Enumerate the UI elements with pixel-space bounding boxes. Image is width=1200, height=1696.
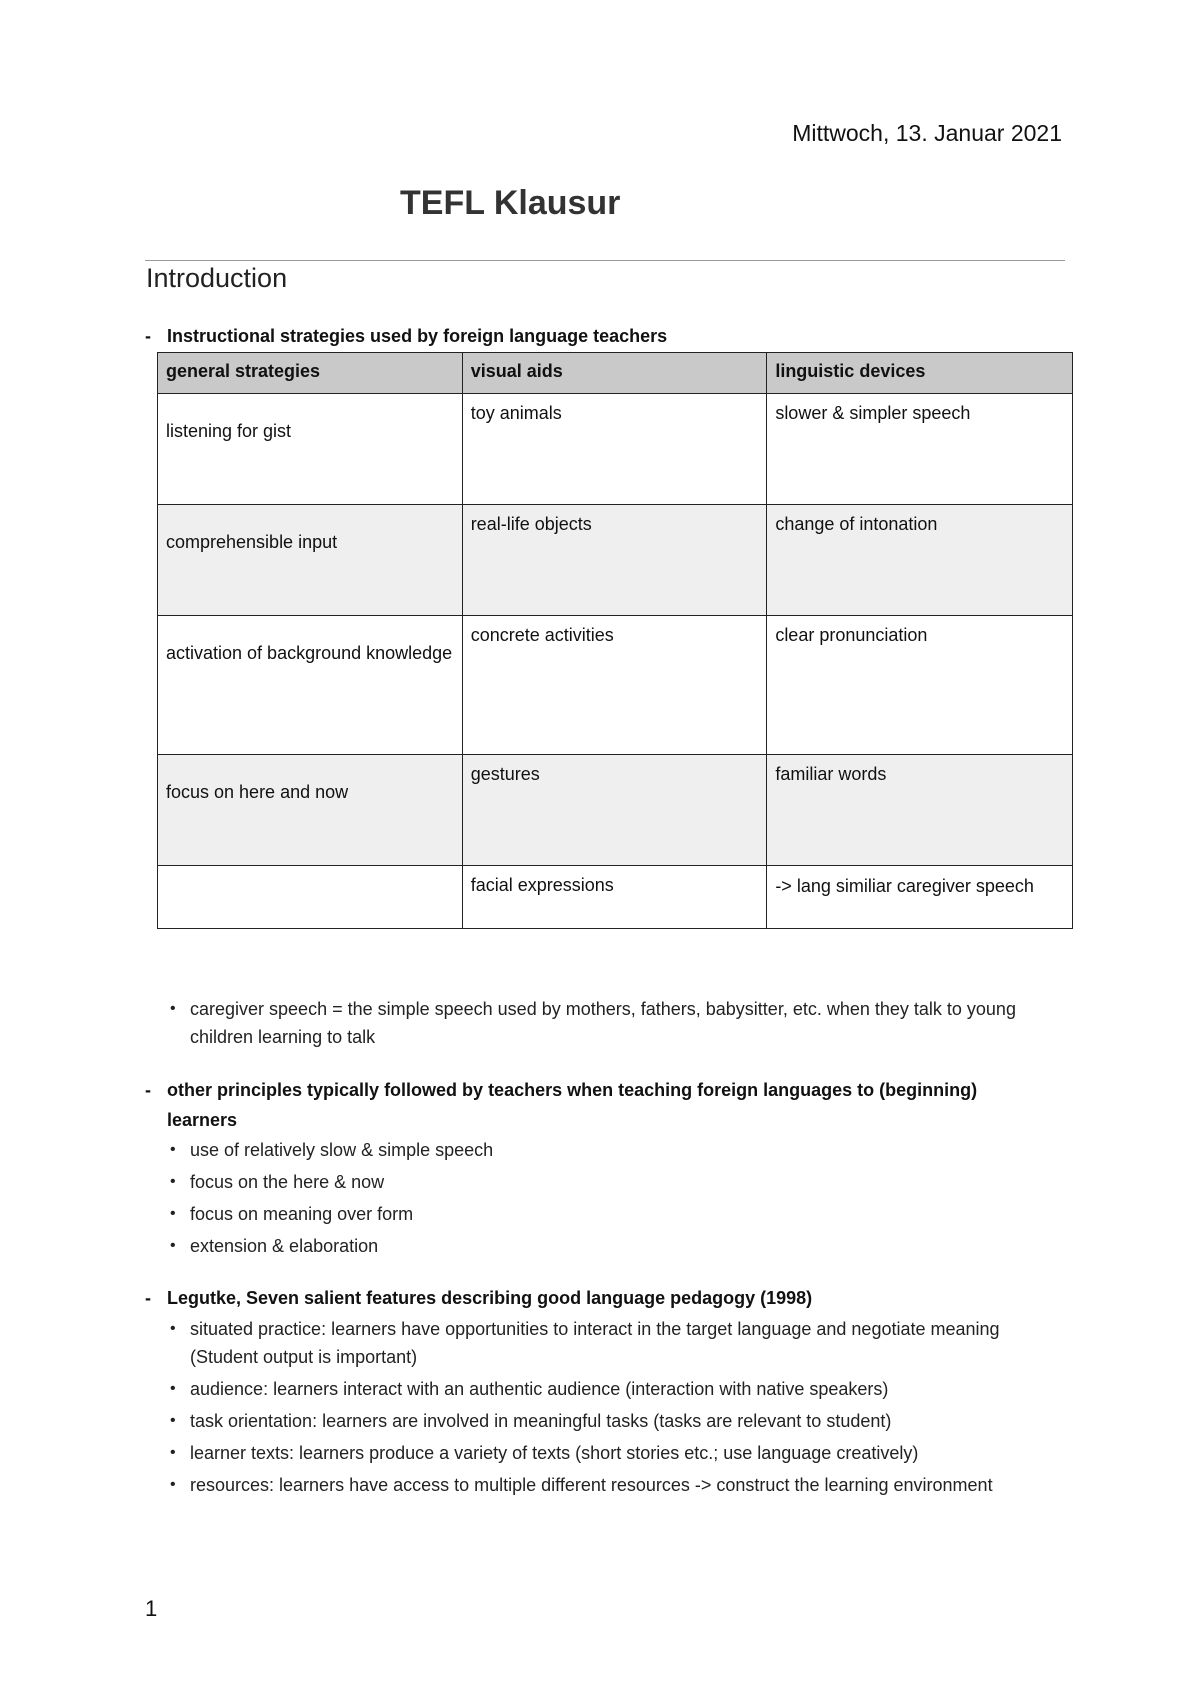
- section2-heading-text: other principles typically followed by teachers when teaching foreign languages to (beginning) learners: [167, 1080, 978, 1130]
- table-header-cell: general strategies: [158, 353, 463, 394]
- table-cell: concrete activities: [462, 616, 767, 755]
- list-item: • situated practice: learners have opportunities to interact in the target language and negotiate meaning (Student output is important): [168, 1315, 1048, 1371]
- title-divider: [145, 260, 1065, 261]
- list-item: • use of relatively slow & simple speech: [168, 1136, 1058, 1164]
- section1-heading: [145, 321, 1065, 351]
- list-item: • resources: learners have access to multiple different resources -> construct the learning environment: [168, 1471, 1048, 1499]
- section1-notes-list: [168, 995, 1058, 1055]
- section3-heading-text: Legutke, Seven salient features describing good language pedagogy (1998): [167, 1288, 813, 1308]
- list-item: • caregiver speech = the simple speech used by mothers, fathers, babysitter, etc. when they talk to young children learning to talk: [168, 995, 1058, 1051]
- table-cell: change of intonation: [767, 505, 1073, 616]
- section2-list: [168, 1136, 1058, 1264]
- list-item: • extension & elaboration: [168, 1232, 1058, 1260]
- table-cell: focus on here and now: [158, 755, 463, 866]
- table-header-cell: linguistic devices: [767, 353, 1073, 394]
- section1-heading-text: Instructional strategies used by foreign language teachers: [167, 326, 668, 346]
- section3-heading: [145, 1283, 1065, 1313]
- table-cell: clear pronunciation: [767, 616, 1073, 755]
- table-row: [158, 866, 1073, 929]
- table-header-cell: visual aids: [462, 353, 767, 394]
- table-row: [158, 755, 1073, 866]
- table-cell: activation of background knowledge: [158, 616, 463, 755]
- table-cell: familiar words: [767, 755, 1073, 866]
- section2-heading: [145, 1075, 980, 1135]
- dash-marker: -: [145, 326, 151, 346]
- page-number: 1: [145, 1596, 158, 1621]
- table-header-row: [158, 353, 1073, 394]
- list-item: • learner texts: learners produce a variety of texts (short stories etc.; use language creatively): [168, 1439, 1048, 1467]
- table-cell: facial expressions: [462, 866, 767, 929]
- table-cell: -> lang similiar caregiver speech: [767, 866, 1073, 929]
- section-heading-introduction: Introduction: [146, 263, 288, 293]
- table-cell: [158, 866, 463, 929]
- table-cell: toy animals: [462, 394, 767, 505]
- section3-list: [168, 1315, 1048, 1503]
- strategies-table: [157, 352, 1073, 929]
- table-cell: real-life objects: [462, 505, 767, 616]
- table-cell: gestures: [462, 755, 767, 866]
- list-item: • task orientation: learners are involved in meaningful tasks (tasks are relevant to student): [168, 1407, 1048, 1435]
- list-item: • audience: learners interact with an authentic audience (interaction with native speakers): [168, 1375, 1048, 1403]
- table-cell: comprehensible input: [158, 505, 463, 616]
- dash-marker: -: [145, 1080, 151, 1100]
- table-cell: slower & simpler speech: [767, 394, 1073, 505]
- list-item: • focus on meaning over form: [168, 1200, 1058, 1228]
- list-item: • focus on the here & now: [168, 1168, 1058, 1196]
- table-row: [158, 616, 1073, 755]
- document-title: TEFL Klausur: [400, 184, 621, 222]
- dash-marker: -: [145, 1288, 151, 1308]
- table-cell: listening for gist: [158, 394, 463, 505]
- table-row: [158, 394, 1073, 505]
- table-row: [158, 505, 1073, 616]
- document-date: Mittwoch, 13. Januar 2021: [792, 120, 1062, 146]
